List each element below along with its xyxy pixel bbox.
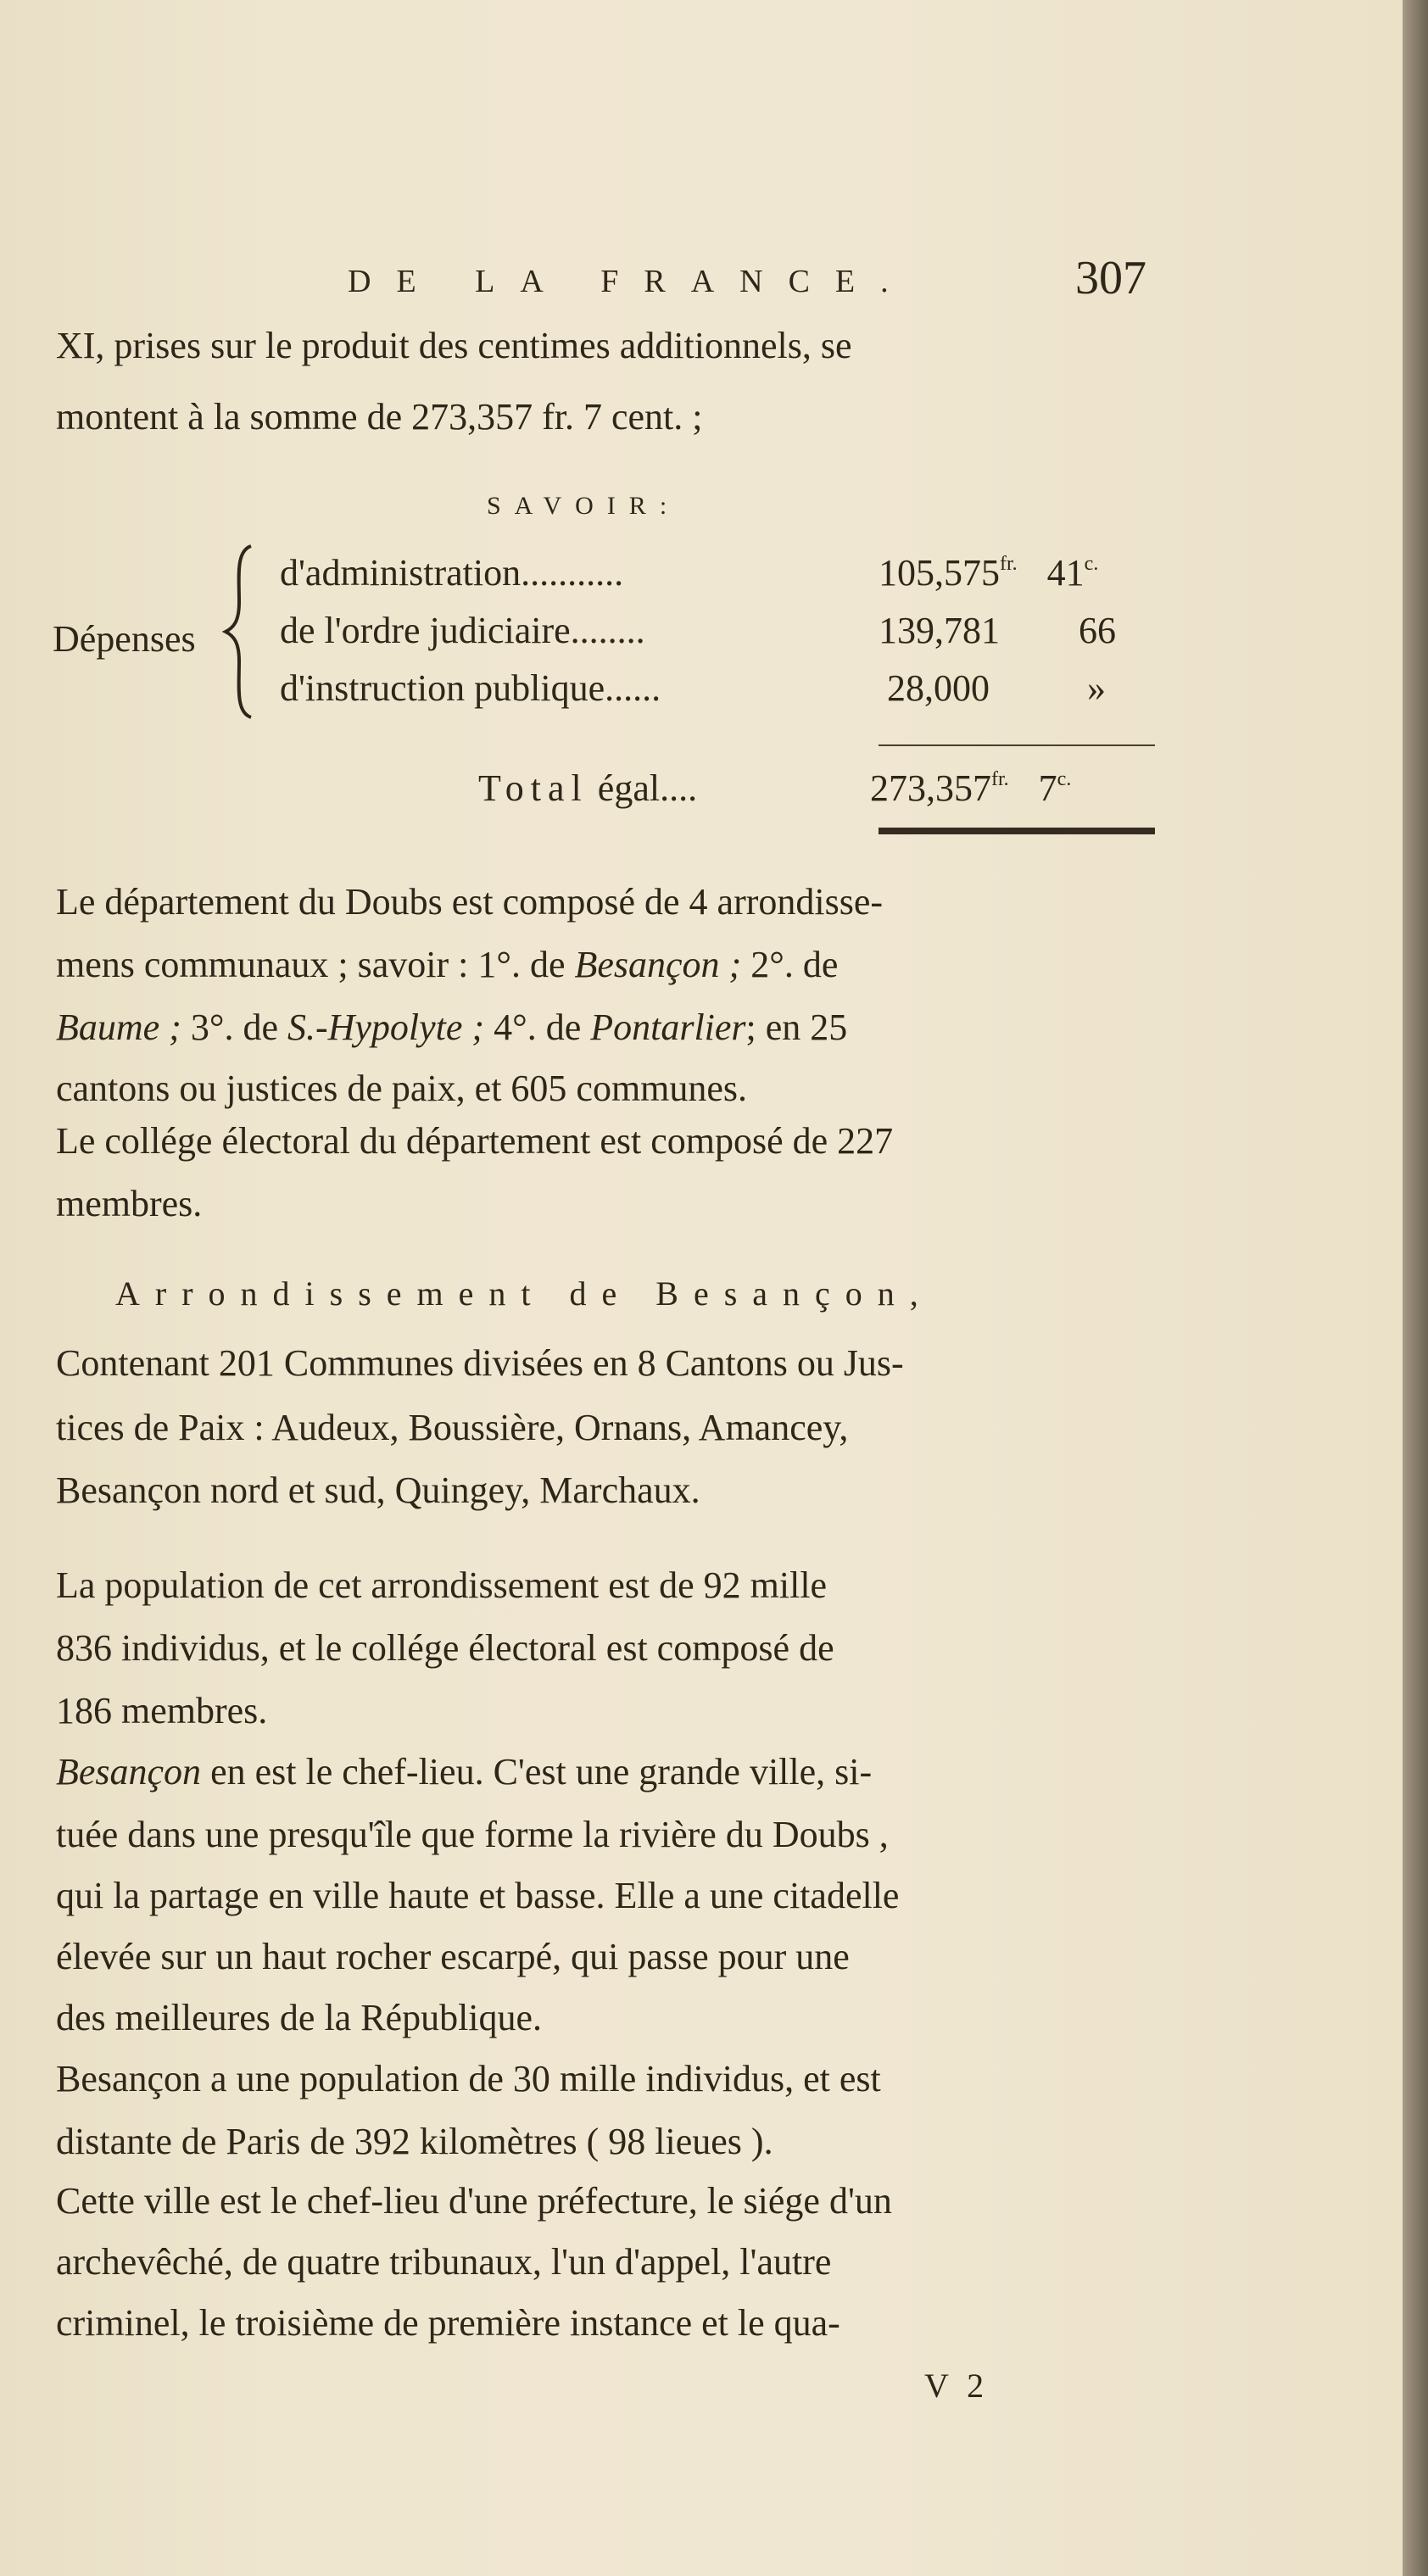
fr-unit: fr. [1000,553,1018,575]
text-run: 2°. de [750,944,839,985]
para1-line-4: cantons ou justices de paix, et 605 communes. [56,1068,748,1109]
cents-value: 41 [1046,552,1085,594]
text-run: 3°. de [190,1006,278,1048]
place-name: Besançon ; [574,944,742,985]
para7-line-1: Cette ville est le chef-lieu d'une préfecture, le siége d'un [56,2180,892,2222]
para7-line-3: criminel, le troisième de première instance et le qua- [56,2302,840,2344]
francs-value: 139,781 [879,610,1000,651]
running-head: DE LA FRANCE. [348,264,914,299]
depense-label: d'instruction publique...... [280,667,661,709]
total-label [478,767,697,810]
para4-line-2: 836 individus, et le collége électoral est composé de [56,1627,834,1669]
place-name: S.-Hypolyte ; [287,1006,485,1048]
total-double-rule [879,828,1155,834]
para5-line-5: des meilleures de la République. [56,1997,543,2038]
para2-line-1: Le collége électoral du département est composé de 227 [56,1120,894,1162]
c-unit: c. [1084,553,1099,575]
depense-cents-judiciaire: 66 [1079,610,1116,651]
para4-line-1: La population de cet arrondissement est de 92 mille [56,1564,828,1606]
text-run: 4°. de [494,1006,582,1048]
text-run: ; en 25 [745,1006,848,1048]
depense-row-instruction [280,666,661,710]
intro-line-2: montent à la somme de 273,357 fr. 7 cent. ; [56,396,703,438]
depenses-label: Dépenses [53,618,196,660]
total-word: Total [478,767,588,809]
para2-line-2: membres. [56,1183,203,1224]
para7-line-2: archevêché, de quatre tribunaux, l'un d'appel, l'autre [56,2241,832,2283]
place-name: Pontarlier [590,1006,746,1048]
place-name: Baume ; [56,1006,181,1048]
para5-line-4: élevée sur un haut rocher escarpé, qui passe pour une [56,1936,850,1977]
total-amount [870,767,1071,810]
depense-row-judiciaire [280,609,645,652]
page-edge [1403,0,1428,2576]
signature-mark: V 2 [924,2367,990,2405]
para5-line-2: tuée dans une presqu'île que forme la rivière du Doubs , [56,1814,889,1855]
depense-amount-judiciaire [879,609,1000,652]
para3-line-1: Contenant 201 Communes divisées en 8 Cantons ou Jus- [56,1342,904,1384]
text-run: mens communaux ; savoir : 1°. de [56,944,566,985]
savoir-heading: SAVOIR: [487,492,681,520]
para5-line-1 [56,1750,872,1793]
text-run: en est le chef-lieu. C'est une grande ville, si- [210,1751,873,1793]
para6-line-2: distante de Paris de 392 kilomètres ( 98 lieues ). [56,2121,773,2162]
para6-line-1: Besançon a une population de 30 mille individus, et est [56,2058,881,2099]
place-name: Besançon [56,1751,202,1793]
total-rule [879,744,1155,746]
depense-amount-administration [879,551,1098,594]
para4-line-3: 186 membres. [56,1690,268,1731]
francs-value: 105,575 [879,552,1000,594]
para1-line-2 [56,943,838,986]
page-number: 307 [1075,252,1146,304]
section-heading: Arrondissement de Besançon, [115,1274,934,1313]
depense-amount-instruction: 28,000 [887,667,990,709]
para1-line-1: Le département du Doubs est composé de 4 arrondisse- [56,881,884,923]
para5-line-3: qui la partage en ville haute et basse. Elle a une citadelle [56,1875,900,1916]
fr-unit: fr. [991,768,1009,790]
para3-line-3: Besançon nord et sud, Quingey, Marchaux. [56,1469,700,1511]
total-francs: 273,357 [870,767,991,809]
curly-brace-icon [222,543,256,721]
depense-label: de l'ordre judiciaire........ [280,610,645,651]
para3-line-2: tices de Paix : Audeux, Boussière, Ornans, Amancey, [56,1407,849,1448]
c-unit: c. [1057,768,1072,790]
depense-cents-instruction: » [1087,667,1106,709]
depense-row-administration [280,551,623,594]
total-rest: égal.... [597,767,698,809]
total-cents: 7 [1038,767,1057,809]
para1-line-3 [56,1006,847,1049]
depense-label: d'administration........... [280,552,624,594]
intro-line-1: XI, prises sur le produit des centimes additionnels, se [56,325,852,366]
